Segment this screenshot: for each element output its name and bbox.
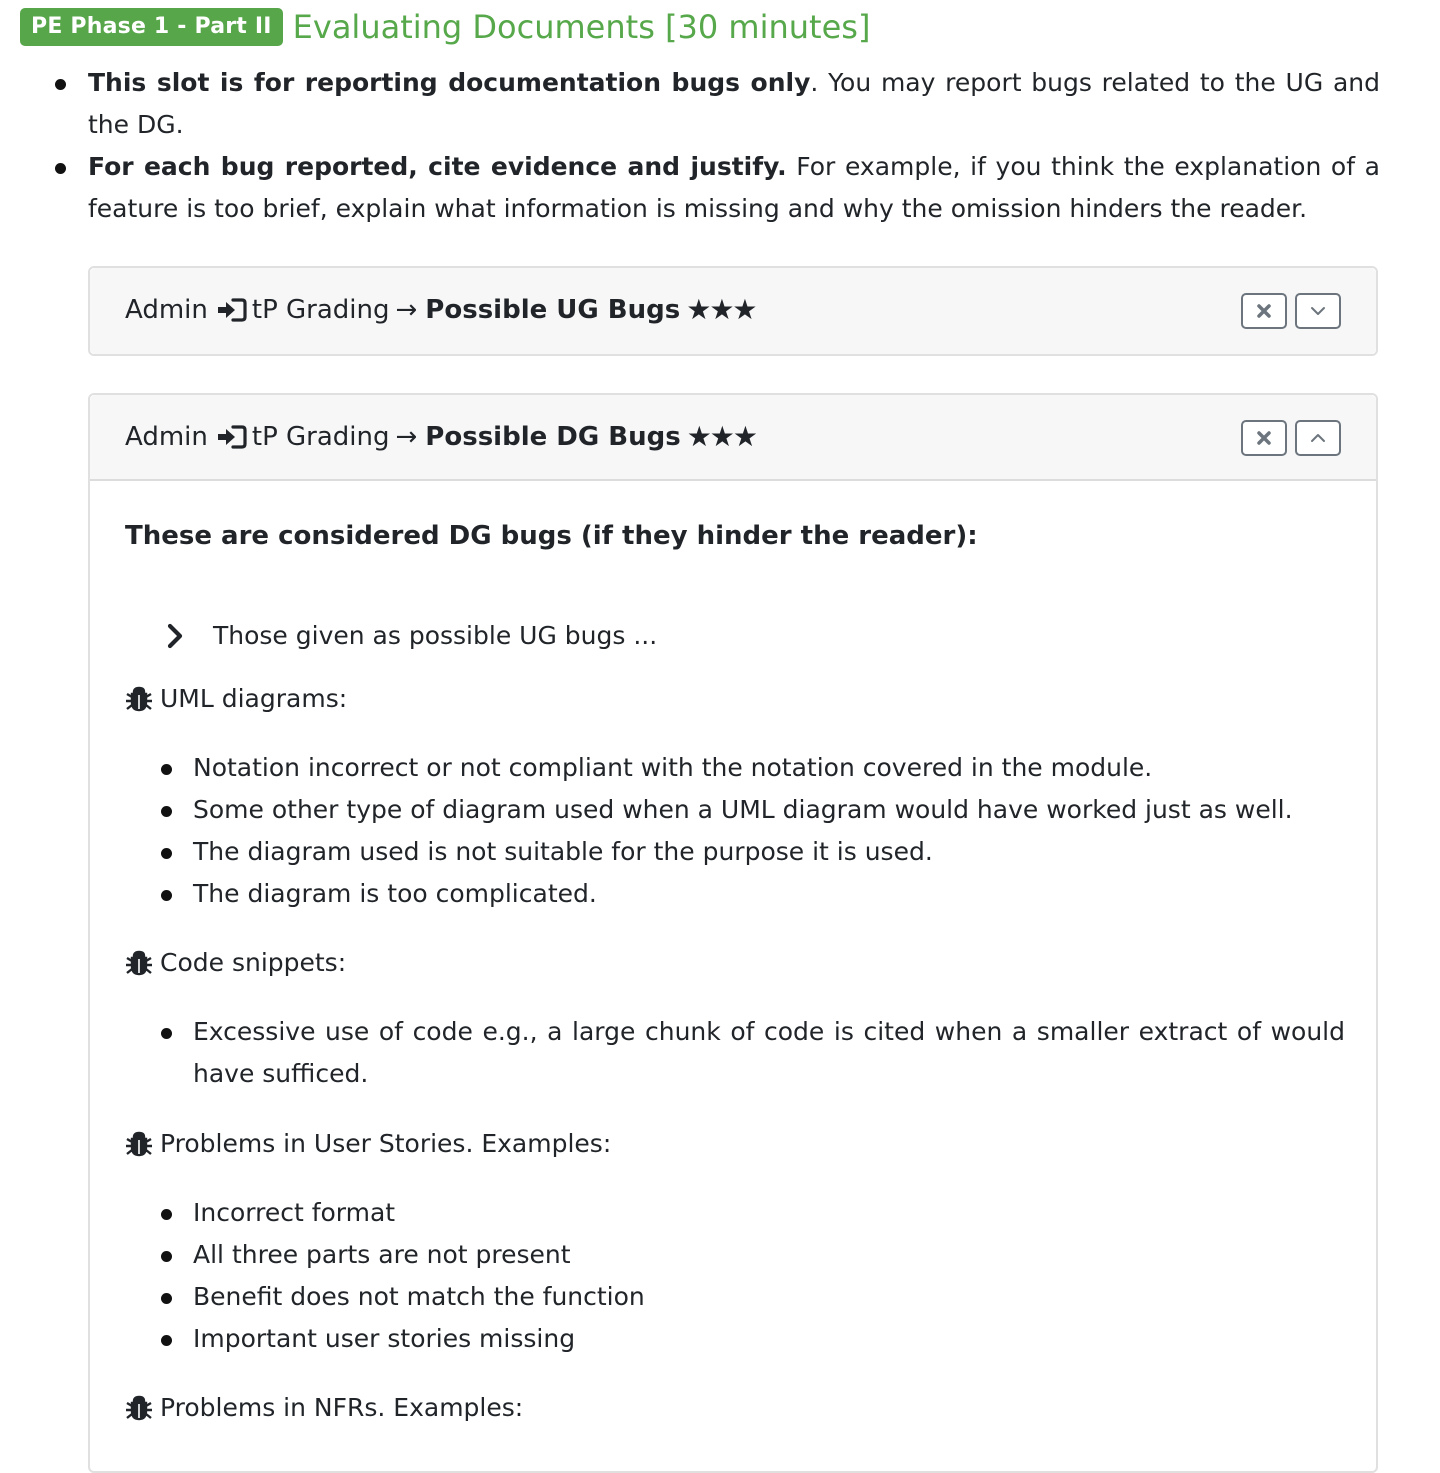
list-item: Incorrect format (193, 1192, 1345, 1234)
list-item: The diagram used is not suitable for the purpose it is used. (193, 831, 1345, 873)
section-label: Problems in NFRs. Examples: (160, 1393, 524, 1422)
chevron-right-icon (165, 623, 185, 649)
list-item: The diagram is too complicated. (193, 873, 1345, 915)
bug-icon (125, 685, 153, 713)
login-icon (216, 423, 248, 451)
list-item: Notation incorrect or not compliant with the notation covered in the module. (193, 747, 1345, 789)
intro-item (88, 146, 1380, 230)
panel-body (125, 515, 1345, 1422)
difficulty-stars: ★★★ (686, 420, 756, 453)
expandable-ug-bugs[interactable] (165, 615, 657, 657)
section-label: Problems in User Stories. Examples: (160, 1129, 612, 1158)
section-uml-diagrams (125, 678, 347, 720)
section-nfrs (125, 1387, 523, 1429)
close-button[interactable] (1241, 420, 1287, 456)
intro-item-text: For example, if you think the explanation of a feature is too brief, explain what information is missing and why the omission hinders the reader. (88, 152, 1380, 223)
bug-icon (125, 1130, 153, 1158)
panel-possible-ug-bugs (88, 266, 1378, 356)
section-header (20, 6, 870, 48)
close-icon (1255, 429, 1273, 447)
panel-heading: Possible UG Bugs (425, 295, 681, 325)
panel-heading: Possible DG Bugs (425, 422, 681, 452)
panel-header[interactable] (90, 395, 1376, 481)
phase-badge: PE Phase 1 - Part II (20, 8, 283, 46)
uml-issues-list (193, 747, 1345, 915)
panel-header[interactable] (90, 268, 1376, 354)
intro-item-text: . You may report bugs related to the UG and the DG. (88, 68, 1380, 139)
section-title: Evaluating Documents [30 minutes] (292, 8, 871, 46)
panel-title (125, 416, 756, 458)
intro-item-bold: This slot is for reporting documentation bugs only (88, 68, 811, 97)
chevron-up-icon (1309, 429, 1327, 447)
close-button[interactable] (1241, 293, 1287, 329)
list-item: Benefit does not match the function (193, 1276, 1345, 1318)
bug-icon (125, 949, 153, 977)
section-label: UML diagrams: (160, 684, 348, 713)
difficulty-stars: ★★★ (686, 293, 756, 326)
login-icon (216, 296, 248, 324)
breadcrumb-arrow: → (395, 295, 418, 325)
intro-item-bold: For each bug reported, cite evidence and justify. (88, 152, 787, 181)
expandable-label: Those given as possible UG bugs ... (213, 621, 658, 650)
list-item: All three parts are not present (193, 1234, 1345, 1276)
code-issues-list (193, 1011, 1345, 1095)
breadcrumb-tp-grading: tP Grading (251, 295, 390, 325)
breadcrumb-arrow: → (395, 422, 418, 452)
intro-list (0, 62, 1380, 230)
list-item: Important user stories missing (193, 1318, 1345, 1360)
bug-icon (125, 1394, 153, 1422)
intro-item (88, 62, 1380, 146)
section-code-snippets (125, 942, 346, 984)
panel-possible-dg-bugs (88, 393, 1378, 1473)
section-user-stories (125, 1123, 611, 1165)
panel-lead: These are considered DG bugs (if they hinder the reader): (125, 521, 978, 551)
close-icon (1255, 302, 1273, 320)
breadcrumb-admin: Admin (125, 295, 208, 325)
list-item: Excessive use of code e.g., a large chunk of code is cited when a smaller extract of would have sufficed. (193, 1011, 1345, 1095)
user-story-issues-list (193, 1192, 1345, 1360)
expand-button[interactable] (1295, 293, 1341, 329)
breadcrumb-tp-grading: tP Grading (251, 422, 390, 452)
section-label: Code snippets: (160, 948, 347, 977)
list-item: Some other type of diagram used when a UML diagram would have worked just as well. (193, 789, 1345, 831)
chevron-down-icon (1309, 302, 1327, 320)
collapse-button[interactable] (1295, 420, 1341, 456)
breadcrumb-admin: Admin (125, 422, 208, 452)
panel-title (125, 289, 756, 331)
